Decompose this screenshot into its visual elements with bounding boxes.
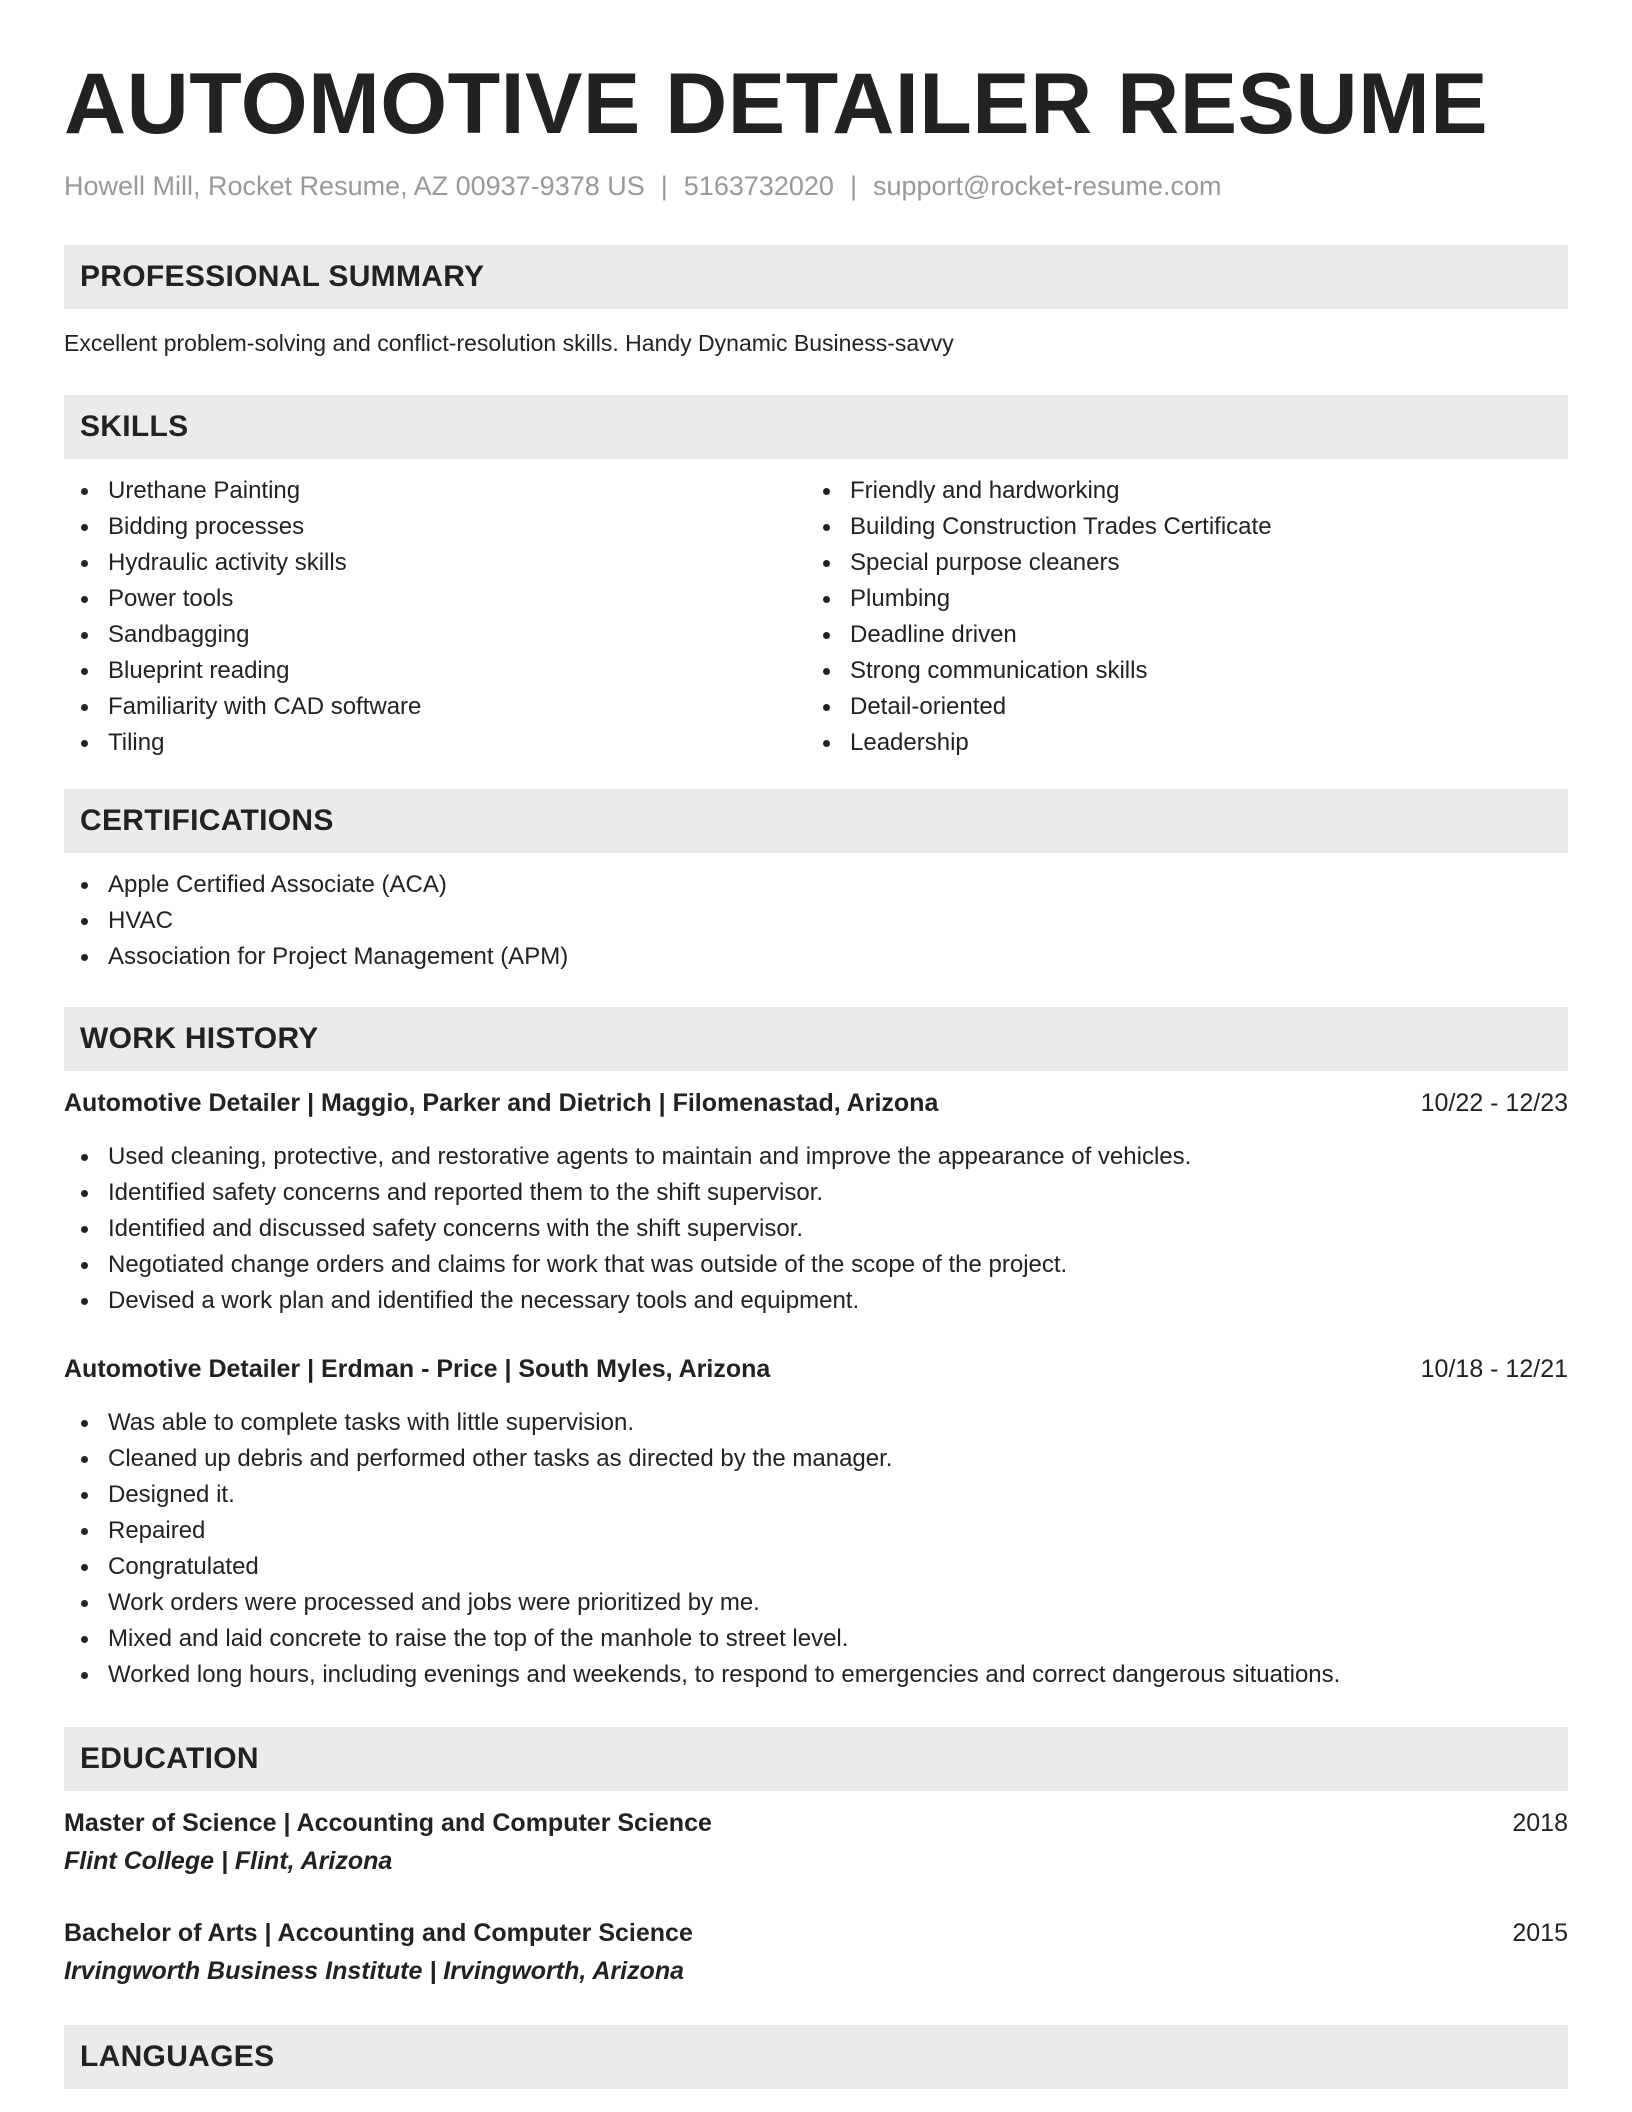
list-item: Deadline driven <box>806 617 1548 653</box>
list-item: Power tools <box>64 581 806 617</box>
job-entry <box>64 1351 1568 1693</box>
summary-text: Excellent problem-solving and conflict-resolution skills. Handy Dynamic Business-savvy <box>64 330 954 356</box>
list-item: Devised a work plan and identified the necessary tools and equipment. <box>64 1283 1568 1319</box>
education-school: Flint College | Flint, Arizona <box>64 1847 393 1875</box>
education-year: 2015 <box>1512 1919 1568 1947</box>
job-header <box>64 1351 1568 1387</box>
list-item: Building Construction Trades Certificate <box>806 509 1548 545</box>
list-item: Worked long hours, including evenings and weekends, to respond to emergencies and correct dangerous situations. <box>64 1657 1568 1693</box>
list-item: Blueprint reading <box>64 653 806 689</box>
list-item: Tiling <box>64 725 806 761</box>
contact-email: support@rocket-resume.com <box>872 171 1222 201</box>
list-item: Cleaned up debris and performed other tasks as directed by the manager. <box>64 1441 1568 1477</box>
job-bullets <box>64 1139 1568 1319</box>
section-header-work-history: WORK HISTORY <box>64 1007 1568 1071</box>
list-item: Strong communication skills <box>806 653 1548 689</box>
list-item: Plumbing <box>806 581 1548 617</box>
list-item: Hydraulic activity skills <box>64 545 806 581</box>
education-header <box>64 1805 1568 1841</box>
list-item: Detail-oriented <box>806 689 1548 725</box>
list-item: Bidding processes <box>64 509 806 545</box>
list-item: Used cleaning, protective, and restorative agents to maintain and improve the appearance of vehicles. <box>64 1139 1568 1175</box>
job-title: Automotive Detailer | Erdman - Price | South Myles, Arizona <box>64 1355 771 1383</box>
contact-separator: | <box>660 171 668 201</box>
list-item: Identified safety concerns and reported them to the shift supervisor. <box>64 1175 1568 1211</box>
education-year: 2018 <box>1512 1809 1568 1837</box>
list-item: Leadership <box>806 725 1548 761</box>
certifications-list <box>64 867 1568 975</box>
section-header-education: EDUCATION <box>64 1727 1568 1791</box>
list-item: Sandbagging <box>64 617 806 653</box>
job-dates: 10/18 - 12/21 <box>1420 1355 1568 1383</box>
job-dates: 10/22 - 12/23 <box>1420 1089 1568 1117</box>
list-item: Work orders were processed and jobs were prioritized by me. <box>64 1585 1568 1621</box>
education-degree: Master of Science | Accounting and Computer Science <box>64 1809 712 1837</box>
section-header-languages: LANGUAGES <box>64 2025 1568 2089</box>
skills-list <box>64 473 1568 761</box>
section-header-summary: PROFESSIONAL SUMMARY <box>64 245 1568 309</box>
list-item: Friendly and hardworking <box>806 473 1548 509</box>
education-degree: Bachelor of Arts | Accounting and Computer Science <box>64 1919 693 1947</box>
contact-address: Howell Mill, Rocket Resume, AZ 00937-9378 US <box>64 171 645 201</box>
education-entry <box>64 1915 1568 1989</box>
list-item: Association for Project Management (APM) <box>64 939 1568 975</box>
list-item: Repaired <box>64 1513 1568 1549</box>
contact-phone: 5163732020 <box>683 171 834 201</box>
list-item: Mixed and laid concrete to raise the top of the manhole to street level. <box>64 1621 1568 1657</box>
list-item: HVAC <box>64 903 1568 939</box>
list-item: Negotiated change orders and claims for work that was outside of the scope of the project. <box>64 1247 1568 1283</box>
list-item: Was able to complete tasks with little supervision. <box>64 1405 1568 1441</box>
list-item: Apple Certified Associate (ACA) <box>64 867 1568 903</box>
list-item: Special purpose cleaners <box>806 545 1548 581</box>
job-title: Automotive Detailer | Maggio, Parker and Dietrich | Filomenastad, Arizona <box>64 1089 939 1117</box>
section-header-skills: SKILLS <box>64 395 1568 459</box>
education-header <box>64 1915 1568 1951</box>
education-entry <box>64 1805 1568 1879</box>
list-item: Congratulated <box>64 1549 1568 1585</box>
job-entry <box>64 1085 1568 1319</box>
job-header <box>64 1085 1568 1121</box>
list-item: Identified and discussed safety concerns with the shift supervisor. <box>64 1211 1568 1247</box>
resume-page <box>64 0 1568 2089</box>
section-header-certifications: CERTIFICATIONS <box>64 789 1568 853</box>
skills-column-right <box>806 473 1548 761</box>
education-school: Irvingworth Business Institute | Irvingworth, Arizona <box>64 1957 685 1985</box>
list-item: Designed it. <box>64 1477 1568 1513</box>
contact-line <box>64 166 1568 206</box>
contact-separator: | <box>849 171 857 201</box>
skills-column-left <box>64 473 806 761</box>
list-item: Urethane Painting <box>64 473 806 509</box>
resume-title: AUTOMOTIVE DETAILER RESUME <box>64 56 1489 152</box>
list-item: Familiarity with CAD software <box>64 689 806 725</box>
job-bullets <box>64 1405 1568 1693</box>
